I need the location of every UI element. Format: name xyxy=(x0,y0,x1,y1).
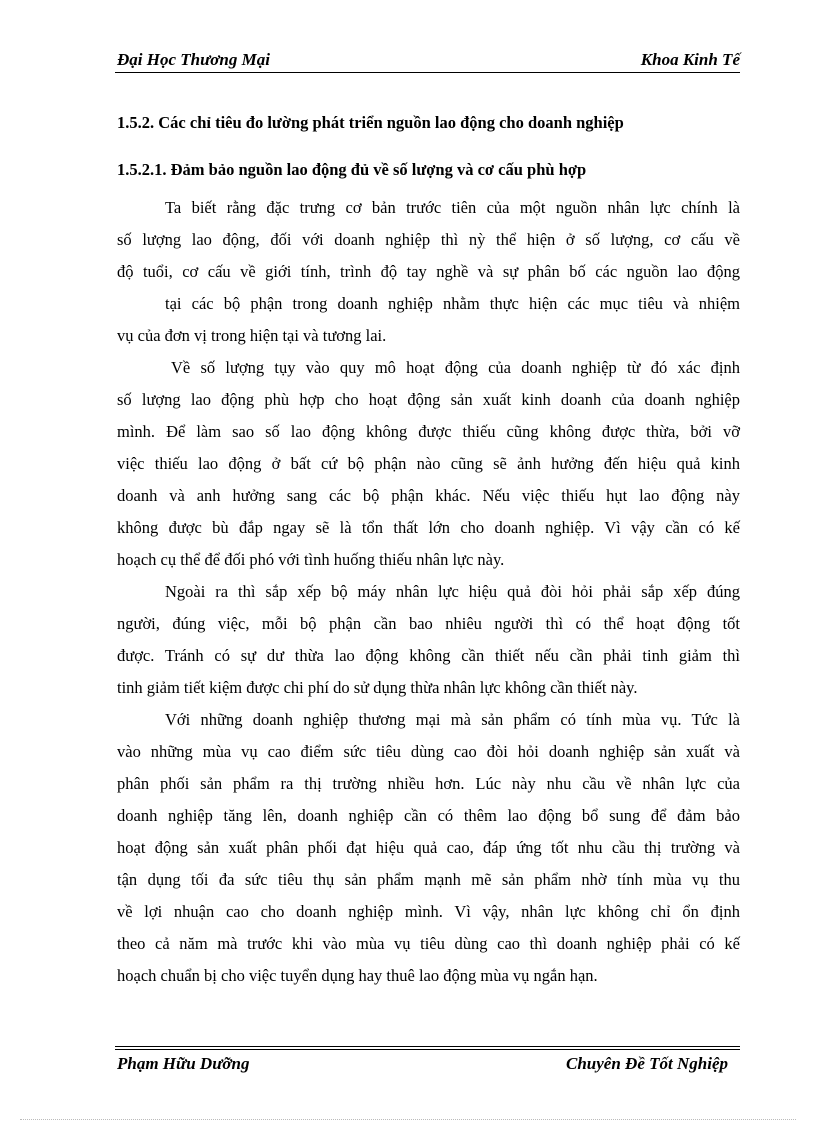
paragraph-line: Ngoài ra thì sắp xếp bộ máy nhân lực hiệu quả đòi hỏi phải sắp xếp đúng xyxy=(165,582,740,601)
footer-rule xyxy=(115,1049,740,1050)
subsection-title: 1.5.2.1. Đảm bảo nguồn lao động đủ về số lượng và cơ cấu phù hợp xyxy=(117,160,587,179)
paragraph-line: mình. Để làm sao số lao động không được thiếu cũng không được thừa, bởi vỡ xyxy=(117,422,740,441)
paragraph-line: vào những mùa vụ cao điểm sức tiêu dùng cao đòi hỏi doanh nghiệp sản xuất và xyxy=(117,742,740,761)
paragraph-line: theo cả năm mà trước khi vào mùa vụ tiêu dùng cao thì doanh nghiệp phải có kế xyxy=(117,934,740,953)
paragraph-line: số lượng lao động, đối với doanh nghiệp thì nỳ thể hiện ở số lượng, cơ cấu về xyxy=(117,230,740,249)
paragraph-line: doanh và anh hưởng sang các bộ phận khác. Nếu việc thiếu hụt lao động này xyxy=(117,486,740,505)
paragraph-line: tinh giảm tiết kiệm được chi phí do sử dụng thừa nhân lực không cần thiết này. xyxy=(117,678,638,697)
paragraph-line: phân phối sản phẩm ra thị trường nhiều hơn. Lúc này nhu cầu về nhân lực của xyxy=(117,774,740,793)
paragraph-line: độ tuổi, cơ cấu về giới tính, trình độ tay nghề và sự phân bố các nguồn lao động xyxy=(117,262,740,281)
paragraph-line: được. Tránh có sự dư thừa lao động không cần thiết nếu cần phải tinh giảm thì xyxy=(117,646,740,665)
paragraph-line: việc thiếu lao động ở bất cứ bộ phận nào cũng sẽ ảnh hưởng đến hiệu quả kinh xyxy=(117,454,740,473)
header-faculty: Khoa Kinh Tế xyxy=(640,50,740,69)
paragraph-line: không được bù đắp ngay sẽ là tổn thất lớn cho doanh nghiệp. Vì vậy cần có kế xyxy=(117,518,740,537)
paragraph-line: hoạt động sản xuất phân phối đạt hiệu quả cao, đáp ứng tốt nhu cầu thị trường và xyxy=(117,838,740,857)
section-title: 1.5.2. Các chỉ tiêu đo lường phát triển nguồn lao động cho doanh nghiệp xyxy=(117,113,624,132)
paragraph-line: tại các bộ phận trong doanh nghiệp nhằm thực hiện các mục tiêu và nhiệm xyxy=(165,294,740,313)
paragraph-line: số lượng lao động phù hợp cho hoạt động sản xuất kinh doanh của doanh nghiệp xyxy=(117,390,740,409)
paragraph-line: Về số lượng tụy vào quy mô hoạt động của doanh nghiệp từ đó xác định xyxy=(171,358,740,377)
paragraph-line: người, đúng việc, mỗi bộ phận cần bao nhiêu người thì có thể hoạt động tốt xyxy=(117,614,740,633)
footer-author: Phạm Hữu Dưỡng xyxy=(117,1054,250,1073)
footer-document-type: Chuyên Đề Tốt Nghiệp xyxy=(566,1054,728,1073)
paragraph-line: Ta biết rằng đặc trưng cơ bản trước tiên của một nguồn nhân lực chính là xyxy=(165,198,740,217)
paragraph-line: tận dụng tối đa sức tiêu thụ sản phẩm mạnh mẽ sản phẩm nhờ tính mùa vụ thu xyxy=(117,870,740,889)
paragraph-line: doanh nghiệp tăng lên, doanh nghiệp cần có thêm lao động bổ sung để đảm bảo xyxy=(117,806,740,825)
paragraph-line: hoạch cụ thể để đối phó với tình huống thiếu nhân lực này. xyxy=(117,550,505,569)
paragraph-line: vụ của đơn vị trong hiện tại và tương lai. xyxy=(117,326,387,345)
page-header xyxy=(115,50,740,73)
paragraph-line: hoạch chuẩn bị cho việc tuyển dụng hay thuê lao động mùa vụ ngắn hạn. xyxy=(117,966,598,985)
page-edge-divider xyxy=(20,1119,796,1120)
paragraph-line: về lợi nhuận cao cho doanh nghiệp mình. Vì vậy, nhân lực không chỉ ổn định xyxy=(117,902,740,921)
page-footer xyxy=(115,1046,740,1073)
paragraph-line: Với những doanh nghiệp thương mại mà sản phẩm có tính mùa vụ. Tức là xyxy=(165,710,740,729)
footer-rule xyxy=(115,1046,740,1047)
header-university: Đại Học Thương Mại xyxy=(117,50,270,69)
